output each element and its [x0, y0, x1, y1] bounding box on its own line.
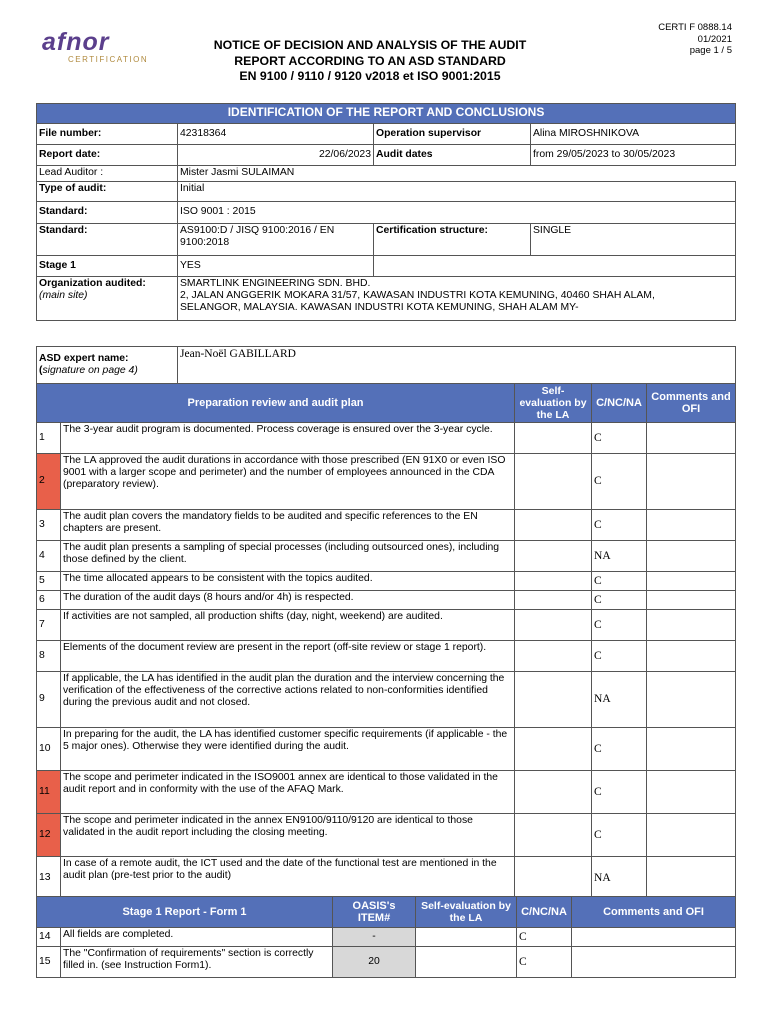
document-reference: [658, 22, 732, 57]
row-cnc-value[interactable]: C: [592, 641, 647, 672]
row-comments[interactable]: [647, 572, 736, 591]
row-number: 12: [37, 814, 61, 857]
organization-address-line-1: 2, JALAN ANGGERIK MOKARA 31/57, KAWASAN INDUSTRI KOTA KEMUNING, 40460 SHAH ALAM,: [180, 290, 655, 302]
review-row: [37, 814, 736, 857]
row-cnc-value[interactable]: C: [592, 610, 647, 641]
row-number: 1: [37, 423, 61, 454]
operation-supervisor-value: Alina MIROSHNIKOVA: [531, 124, 736, 145]
lead-auditor-value: Mister Jasmi SULAIMAN: [178, 166, 736, 182]
review-row: [37, 541, 736, 572]
row-comments[interactable]: [572, 928, 736, 947]
row-comments[interactable]: [647, 510, 736, 541]
organization-label-cell: [37, 277, 178, 321]
row-comments[interactable]: [647, 771, 736, 814]
row-criterion: If activities are not sampled, all production shifts (day, night, weekend) are audited.: [61, 610, 515, 641]
logo-wordmark: afnor: [42, 28, 110, 56]
row-number: 13: [37, 857, 61, 900]
review-row: [37, 591, 736, 610]
row-self-evaluation[interactable]: [416, 928, 517, 947]
row-comments[interactable]: [647, 857, 736, 900]
row-criterion: All fields are completed.: [61, 928, 333, 947]
row-cnc-value[interactable]: NA: [592, 541, 647, 572]
row-self-evaluation[interactable]: [515, 672, 592, 728]
row-cnc-value[interactable]: C: [592, 454, 647, 510]
row-cnc-value[interactable]: NA: [592, 857, 647, 900]
row-cnc-value[interactable]: C: [592, 771, 647, 814]
row-oasis-item: 20: [333, 947, 416, 978]
review-row: [37, 572, 736, 591]
lead-auditor-label: Lead Auditor :: [37, 166, 178, 182]
row-criterion: The "Confirmation of requirements" section is correctly filled in. (see Instruction Form1).: [61, 947, 333, 978]
row-number: 11: [37, 771, 61, 814]
row-self-evaluation[interactable]: [515, 814, 592, 857]
title-line-1: NOTICE OF DECISION AND ANALYSIS OF THE AUDIT: [213, 38, 527, 52]
row-number: 2: [37, 454, 61, 510]
review-table: [36, 346, 736, 900]
page-number: page 1 / 5: [689, 45, 732, 56]
organization-label: Organization audited:: [39, 278, 146, 289]
review-heading: Preparation review and audit plan: [37, 384, 515, 423]
row-criterion: The duration of the audit days (8 hours and/or 4h) is respected.: [61, 591, 515, 610]
row-comments[interactable]: [647, 454, 736, 510]
row-number: 3: [37, 510, 61, 541]
stage1-row: [37, 928, 736, 947]
row-self-evaluation[interactable]: [515, 641, 592, 672]
row-criterion: Elements of the document review are present in the report (off-site review or stage 1 report).: [61, 641, 515, 672]
row-criterion: In case of a remote audit, the ICT used and the date of the functional test are mentioned in the audit plan (pre-test prior to the audit): [61, 857, 515, 900]
row-comments[interactable]: [647, 610, 736, 641]
row-criterion: If applicable, the LA has identified in the audit plan the duration and the interview concerning the verification of the effectiveness of the corrective actions related to non-conformities identified during the previous audit and not closed.: [61, 672, 515, 728]
row-criterion: The audit plan presents a sampling of special processes (including outsourced ones), including those defined by the client.: [61, 541, 515, 572]
standard-value-2: AS9100:D / JISQ 9100:2016 / EN 9100:2018: [178, 224, 374, 256]
row-self-evaluation[interactable]: [515, 541, 592, 572]
row-number: 8: [37, 641, 61, 672]
stage1-cnc-heading: C/NC/NA: [517, 897, 572, 928]
expert-label-cell: [37, 347, 178, 384]
audit-dates-label: Audit dates: [374, 145, 531, 166]
standard-value-1: ISO 9001 : 2015: [178, 202, 736, 224]
row-oasis-item: -: [333, 928, 416, 947]
report-date-label: Report date:: [37, 145, 178, 166]
stage1-heading: Stage 1 Report - Form 1: [37, 897, 333, 928]
review-row: [37, 857, 736, 900]
row-number: 14: [37, 928, 61, 947]
form-version-date: 01/2021: [697, 33, 732, 45]
file-number-value: 42318364: [178, 124, 374, 145]
row-number: 9: [37, 672, 61, 728]
expert-sublabel: [39, 365, 175, 377]
row-self-evaluation[interactable]: [515, 510, 592, 541]
organization-address-line-2: SELANGOR, MALAYSIA. KAWASAN INDUSTRI KOTA KEMUNING, SHAH ALAM MY-: [180, 302, 579, 314]
row-number: 15: [37, 947, 61, 978]
row-comments[interactable]: [647, 814, 736, 857]
row-self-evaluation[interactable]: [515, 728, 592, 771]
row-self-evaluation[interactable]: [515, 857, 592, 900]
row-criterion: In preparing for the audit, the LA has identified customer specific requirements (if applicable - the 5 major ones). Otherwise they were identified during the audit.: [61, 728, 515, 771]
row-cnc-value[interactable]: C: [592, 591, 647, 610]
row-number: 6: [37, 591, 61, 610]
review-row: [37, 510, 736, 541]
row-self-evaluation[interactable]: [416, 947, 517, 978]
row-self-evaluation[interactable]: [515, 454, 592, 510]
row-cnc-value[interactable]: C: [517, 947, 572, 978]
stage1-self-evaluation-heading: Self-evaluation by the LA: [416, 897, 517, 928]
expert-sublabel-text: signature on page 4): [42, 365, 138, 376]
stage1-value: YES: [178, 256, 374, 277]
review-row: [37, 454, 736, 510]
audit-type-value: Initial: [178, 182, 736, 202]
operation-supervisor-label: Operation supervisor: [374, 124, 531, 145]
self-evaluation-heading: Self-evaluation by the LA: [515, 384, 592, 423]
comments-heading: Comments and OFI: [647, 384, 736, 423]
row-comments[interactable]: [647, 541, 736, 572]
organization-name: SMARTLINK ENGINEERING SDN. BHD.: [180, 278, 371, 289]
audit-type-label: Type of audit:: [37, 182, 178, 202]
row-cnc-value[interactable]: C: [592, 728, 647, 771]
row-criterion: The LA approved the audit durations in accordance with those prescribed (EN 91X0 or even ISO 9001 with a larger scope and perimeter) and the number of employees announced in the CDA (preparatory review).: [61, 454, 515, 510]
report-date-value: 22/06/2023: [178, 145, 374, 166]
title-line-2: REPORT ACCORDING TO AN ASD STANDARD: [234, 53, 506, 68]
row-cnc-value[interactable]: C: [517, 928, 572, 947]
organization-address: [178, 277, 736, 321]
row-cnc-value[interactable]: C: [592, 423, 647, 454]
certification-structure-value: SINGLE: [531, 224, 736, 256]
organization-sublabel: (main site): [39, 290, 88, 302]
form-code: CERTI F 0888.14: [658, 22, 732, 33]
row-criterion: The 3-year audit program is documented. Process coverage is ensured over the 3-year cycle.: [61, 423, 515, 454]
standard-label-2: Standard:: [37, 224, 178, 256]
title-line-3: EN 9100 / 9110 / 9120 v2018 et ISO 9001:2015: [239, 69, 501, 83]
row-number: 5: [37, 572, 61, 591]
row-comments[interactable]: [647, 641, 736, 672]
empty-cell: [374, 256, 736, 277]
expert-label: ASD expert name:: [39, 352, 129, 364]
document-title: [165, 38, 575, 85]
review-row: [37, 771, 736, 814]
row-comments[interactable]: [647, 423, 736, 454]
stage1-table: [36, 896, 736, 978]
row-number: 4: [37, 541, 61, 572]
row-comments[interactable]: [647, 728, 736, 771]
review-row: [37, 672, 736, 728]
row-criterion: The scope and perimeter indicated in the annex EN9100/9110/9120 are identical to those validated in the audit report including the closing meeting.: [61, 814, 515, 857]
logo-subtitle: CERTIFICATION: [68, 55, 149, 64]
row-cnc-value[interactable]: C: [592, 510, 647, 541]
row-comments[interactable]: [572, 947, 736, 978]
expert-name: Jean-Noël GABILLARD: [178, 347, 736, 384]
row-criterion: The scope and perimeter indicated in the ISO9001 annex are identical to those validated in the audit report and in conformity with the use of the AFAQ Mark.: [61, 771, 515, 814]
row-self-evaluation[interactable]: [515, 572, 592, 591]
review-row: [37, 641, 736, 672]
review-row: [37, 423, 736, 454]
row-comments[interactable]: [647, 591, 736, 610]
afnor-logo: [42, 30, 162, 66]
review-row: [37, 610, 736, 641]
stage1-row: [37, 947, 736, 978]
row-number: 7: [37, 610, 61, 641]
row-self-evaluation[interactable]: [515, 423, 592, 454]
row-comments[interactable]: [647, 672, 736, 728]
audit-dates-value: from 29/05/2023 to 30/05/2023: [531, 145, 736, 166]
row-number: 10: [37, 728, 61, 771]
row-criterion: The time allocated appears to be consistent with the topics audited.: [61, 572, 515, 591]
row-cnc-value[interactable]: C: [592, 814, 647, 857]
expert-sublabel-paren: (: [39, 365, 43, 376]
oasis-item-heading: OASIS's ITEM#: [333, 897, 416, 928]
stage1-label: Stage 1: [37, 256, 178, 277]
row-self-evaluation[interactable]: [515, 591, 592, 610]
stage1-comments-heading: Comments and OFI: [572, 897, 736, 928]
standard-label-1: Standard:: [37, 202, 178, 224]
identification-table: [36, 103, 736, 321]
identification-heading: IDENTIFICATION OF THE REPORT AND CONCLUSIONS: [37, 104, 736, 124]
row-criterion: The audit plan covers the mandatory fields to be audited and specific references to the EN chapters are present.: [61, 510, 515, 541]
row-cnc-value[interactable]: NA: [592, 672, 647, 728]
row-self-evaluation[interactable]: [515, 610, 592, 641]
row-self-evaluation[interactable]: [515, 771, 592, 814]
file-number-label: File number:: [37, 124, 178, 145]
certification-structure-label: Certification structure:: [374, 224, 531, 256]
cnc-heading: C/NC/NA: [592, 384, 647, 423]
row-cnc-value[interactable]: C: [592, 572, 647, 591]
review-row: [37, 728, 736, 771]
